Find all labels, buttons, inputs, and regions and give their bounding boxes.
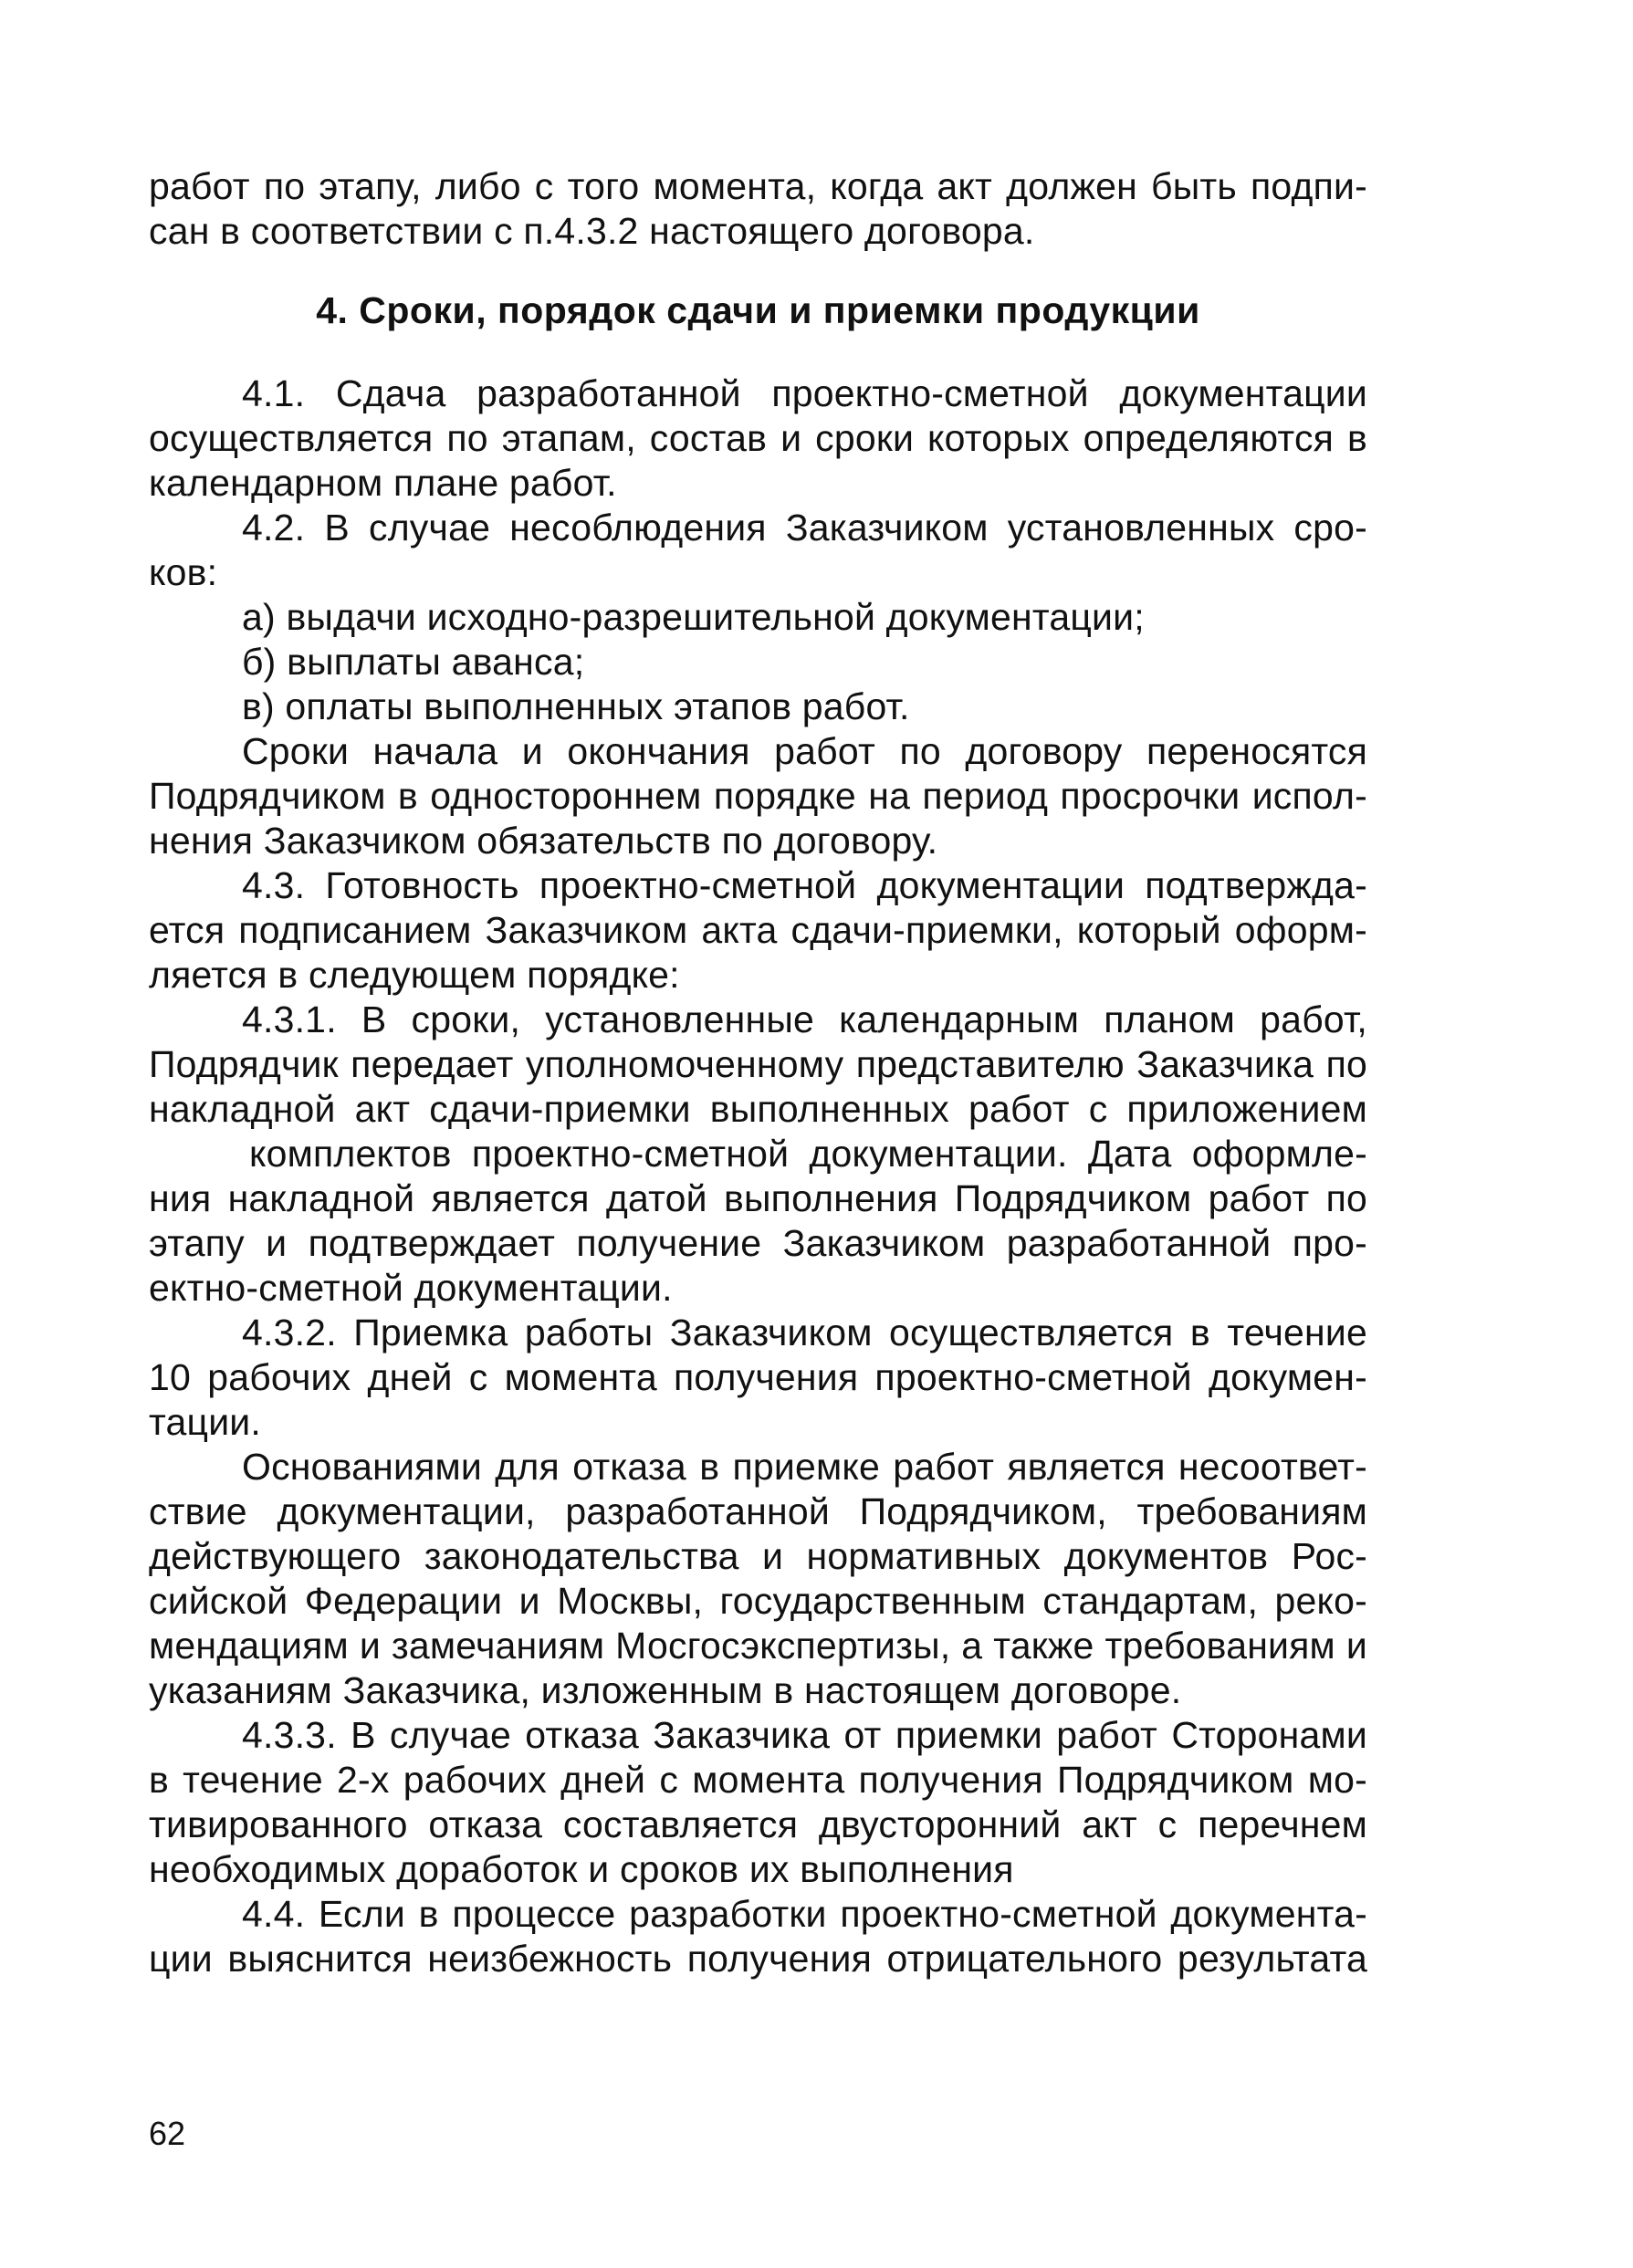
page-number: 62 — [149, 2115, 186, 2152]
text-line: Основаниями для отказа в приемке работ является несоответ- — [242, 1446, 1367, 1488]
text-line: Сроки начала и окончания работ по договору переносятся — [242, 730, 1367, 772]
text-line: действующего законодательства и нормативных документов Рос- — [149, 1535, 1367, 1577]
list-item: б) выплаты аванса; — [242, 641, 585, 683]
text-line: ствие документации, разработанной Подрядчиком, требованиям — [149, 1490, 1367, 1532]
text-line: необходимых доработок и сроков их выполнения — [149, 1848, 1014, 1890]
section-heading: 4. Сроки, порядок сдачи и приемки продукции — [316, 289, 1200, 331]
text-line: ется подписанием Заказчиком акта сдачи-приемки, который оформ- — [149, 909, 1367, 951]
text-line: комплектов проектно-сметной документации. Дата оформле- — [249, 1133, 1367, 1175]
text-line: ков: — [149, 551, 218, 593]
text-line: 4.3.3. В случае отказа Заказчика от приемки работ Сторонами — [242, 1714, 1367, 1756]
text-line: 4.3. Готовность проектно-сметной документации подтвержда- — [242, 864, 1367, 906]
text-line: сийской Федерации и Москвы, государственным стандартам, реко- — [149, 1580, 1367, 1622]
text-line: в течение 2-х рабочих дней с момента получения Подрядчиком мо- — [149, 1759, 1367, 1801]
text-line: этапу и подтверждает получение Заказчиком разработанной про- — [149, 1222, 1367, 1264]
text-line: Подрядчик передает уполномоченному представителю Заказчика по — [149, 1043, 1367, 1085]
text-line: нения Заказчиком обязательств по договору. — [149, 820, 938, 862]
list-item: а) выдачи исходно-разрешительной документации; — [242, 596, 1145, 638]
text-line: ния накладной является датой выполнения Подрядчиком работ по — [149, 1177, 1367, 1219]
text-line: сан в соответствии с п.4.3.2 настоящего договора. — [149, 210, 1035, 252]
text-line: ции выяснится неизбежность получения отрицательного результата — [149, 1938, 1367, 1980]
text-line: тивированного отказа составляется двусторонний акт с перечнем — [149, 1803, 1367, 1845]
list-item: в) оплаты выполненных этапов работ. — [242, 685, 910, 727]
text-line: 10 рабочих дней с момента получения проектно-сметной докумен- — [149, 1356, 1367, 1398]
text-line: осуществляется по этапам, состав и сроки которых определяются в — [149, 417, 1367, 459]
document-page — [149, 164, 1367, 1981]
text-line: 4.4. Если в процессе разработки проектно-сметной документа- — [242, 1893, 1367, 1935]
text-line: ляется в следующем порядке: — [149, 954, 680, 996]
text-line: Подрядчиком в одностороннем порядке на период просрочки испол- — [149, 775, 1367, 817]
text-line: указаниям Заказчика, изложенным в настоящем договоре. — [149, 1669, 1182, 1711]
text-line: работ по этапу, либо с того момента, когда акт должен быть подпи- — [149, 165, 1367, 207]
text-line: 4.2. В случае несоблюдения Заказчиком установленных сро- — [242, 507, 1367, 549]
text-line: 4.1. Сдача разработанной проектно-сметной документации — [242, 372, 1367, 414]
text-line: 4.3.2. Приемка работы Заказчиком осуществляется в течение — [242, 1312, 1367, 1353]
text-line: накладной акт сдачи-приемки выполненных работ с приложением — [149, 1088, 1367, 1130]
text-line: тации. — [149, 1401, 261, 1443]
text-line: мендациям и замечаниям Мосгосэкспертизы, а также требованиям и — [149, 1625, 1367, 1667]
text-line: календарном плане работ. — [149, 462, 617, 504]
text-line: 4.3.1. В сроки, установленные календарным планом работ, — [242, 998, 1367, 1040]
text-line: ектно-сметной документации. — [149, 1267, 673, 1309]
